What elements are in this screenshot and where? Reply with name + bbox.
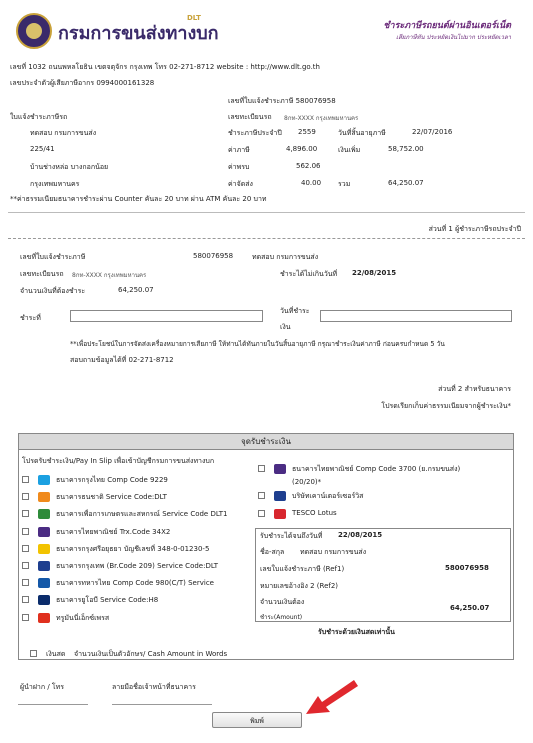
fee-note: **ค่าธรรมเนียมธนาคารชำระผ่าน Counter คันละ 20 บาท ผ่าน ATM คันละ 20 บาท xyxy=(10,195,267,203)
invoice-number-label: เลขที่ใบแจ้งชำระภาษี xyxy=(228,97,294,105)
left-bank-checkbox[interactable] xyxy=(22,579,29,586)
right-bank-checkbox[interactable] xyxy=(258,465,265,472)
tax-year-label: ชำระภาษีประจำปี xyxy=(228,129,282,137)
invoice-number-row xyxy=(228,96,336,107)
org-address: เลขที่ 1032 ถนนพหลโยธิน เขตจตุจักร กรุงเทพ โทร 02-271-8712 website : http://www.dlt.go.th xyxy=(10,63,320,71)
tax-amount: 4,896.00 xyxy=(286,145,318,153)
paybox-due-label: รับชำระได้จนถึงวันที่ xyxy=(260,532,323,540)
left-bank-label: ธนาคารกรุงไทย Comp Code 9229 xyxy=(56,476,168,484)
left-bank-checkbox[interactable] xyxy=(22,528,29,535)
paybox-cash-only: รับชำระด้วยเงินสดเท่านั้น xyxy=(318,628,395,636)
paybox-ref1-value: 580076958 xyxy=(445,564,489,572)
cut-line xyxy=(8,238,525,239)
dlt-logo-icon xyxy=(16,13,52,49)
left-bank-label: ธนาคารเพื่อการเกษตรและสหกรณ์ Service Code DLT1 xyxy=(56,510,228,519)
address-line3: กรุงเทพมหานคร xyxy=(30,180,80,188)
address-line2: บ้านช่างหล่อ บางกอกน้อย xyxy=(30,163,109,171)
payment-points-header: จุดรับชำระเงิน xyxy=(19,434,513,450)
part2-title: ส่วนที่ 2 สำหรับธนาคาร xyxy=(438,385,511,393)
part1-due-label: ชำระได้ไม่เกินวันที่ xyxy=(280,270,338,278)
part1-invoice-number: 580076958 xyxy=(193,252,234,260)
total-label: รวม xyxy=(338,180,351,188)
part1-date-label: วันที่ชำระเงิน xyxy=(280,307,310,331)
payer-name: ทดสอบ กรมการขนส่ง xyxy=(30,129,97,137)
right-bank-checkbox[interactable] xyxy=(258,492,265,499)
bank-logo-icon xyxy=(38,613,50,623)
part1-reg-value: 8กท-XXXX กรุงเทพมหานคร xyxy=(72,272,147,279)
left-bank-label: ธนาคารกรุงศรีอยุธยา บัญชีเลขที่ 348-0-01230-5 xyxy=(56,544,210,553)
bank-logo-icon xyxy=(38,527,50,537)
part1-reg-label: เลขทะเบียนรถ xyxy=(20,270,64,278)
paybox-ref2-label: หมายเลขอ้างอิง 2 (Ref2) xyxy=(260,582,339,590)
part1-title: ส่วนที่ 1 ผู้ชำระภาษีรถประจำปี xyxy=(428,225,521,233)
expiry-label: วันที่สิ้นอายุภาษี xyxy=(338,129,386,137)
bank-logo-icon xyxy=(38,475,50,485)
reg-value: 8กท-XXXX กรุงเทพมหานคร xyxy=(284,115,359,122)
header-right-subtitle: เสียภาษีทัน ประหยัดเงินไปมาก ประหยัดเวลา xyxy=(396,34,511,41)
tax-year: 2559 xyxy=(298,128,316,136)
org-tax-id: เลขประจำตัวผู้เสียภาษีอากร 0994000161328 xyxy=(10,79,155,87)
delivery-amount: 40.00 xyxy=(301,179,322,187)
delivery-label: ค่าจัดส่ง xyxy=(228,180,253,188)
part1-note-line1: **เพื่อประโยชน์ในการจัดส่งเครื่องหมายการเสียภาษี ให้ท่านได้ทันภายในวันสิ้นอายุภาษี กรุณาชำระเงินค่าภาษี ก่อนครบกำหนด 5 วัน xyxy=(70,340,445,348)
total-amount: 64,250.07 xyxy=(388,179,424,187)
paybox-ref1-label: เลขใบแจ้งชำระภาษี (Ref1) xyxy=(260,565,345,573)
right-bank-label: บริษัทเคาน์เตอร์เซอร์วิส xyxy=(292,492,364,500)
paybox-amount-label1: จำนวนเงินต้อง xyxy=(260,598,305,606)
expiry-date: 22/07/2016 xyxy=(412,128,453,136)
bank-logo-icon xyxy=(274,509,286,519)
left-bank-checkbox[interactable] xyxy=(22,562,29,569)
part1-payer-name: ทดสอบ กรมการขนส่ง xyxy=(252,253,319,261)
paybox-name-value: ทดสอบ กรมการขนส่ง xyxy=(300,548,367,556)
payment-date-input[interactable] xyxy=(320,310,512,322)
surcharge-label: เงินเพิ่ม xyxy=(338,146,361,154)
address-line1: 225/41 xyxy=(30,145,55,153)
part1-amount-label: จำนวนเงินที่ต้องชำระ xyxy=(20,287,86,295)
left-bank-label: ทรูมันนี่เอ็กซ์เพรส xyxy=(56,613,110,622)
left-bank-label: ธนาคารยูโอบี Service Code:H8 xyxy=(56,596,159,605)
paybox-amount-value: 64,250.07 xyxy=(450,604,490,612)
paid-at-input[interactable] xyxy=(70,310,263,322)
invoice-number: 580076958 xyxy=(295,97,336,105)
right-bank-checkbox[interactable] xyxy=(258,510,265,517)
cash-label: เงินสด xyxy=(46,650,66,658)
bank-logo-icon xyxy=(274,491,286,501)
reg-label: เลขทะเบียนรถ xyxy=(228,113,272,121)
left-bank-checkbox[interactable] xyxy=(22,596,29,603)
payment-intro: โปรดรับชำระเงิน/Pay In Slip เพื่อเข้าบัญชีกรมการขนส่งทางบก xyxy=(22,457,215,465)
bank-logo-icon xyxy=(38,578,50,588)
left-bank-checkbox[interactable] xyxy=(22,545,29,552)
bank-logo-icon xyxy=(274,464,286,474)
part1-due-date: 22/08/2015 xyxy=(352,269,397,277)
part1-note-line2: สอบถามข้อมูลได้ที่ 02-271-8712 xyxy=(70,356,174,364)
bank-logo-icon xyxy=(38,544,50,554)
left-bank-checkbox[interactable] xyxy=(22,476,29,483)
tax-label: ค่าภาษี xyxy=(228,146,250,154)
left-bank-label: ธนาคารธนชาติ Service Code:DLT xyxy=(56,493,167,502)
insurance-amount: 562.06 xyxy=(296,162,321,170)
part2-subtitle: โปรดเรียกเก็บค่าธรรมเนียมจากผู้ชำระเงิน* xyxy=(381,402,511,410)
cash-checkbox[interactable] xyxy=(30,650,37,657)
part1-paid-at-label: ชำระที่ xyxy=(20,314,41,322)
amount-in-words-label: จำนวนเงินเป็นตัวอักษร/ Cash Amount in Words xyxy=(74,650,228,658)
right-bank-label-cont: (20/20)* xyxy=(292,478,322,486)
right-bank-label: TESCO Lotus xyxy=(292,509,337,517)
print-button[interactable]: พิมพ์ xyxy=(212,712,302,728)
bank-logo-icon xyxy=(38,561,50,571)
left-bank-checkbox[interactable] xyxy=(22,510,29,517)
bank-logo-icon xyxy=(38,509,50,519)
depositor-sign-line xyxy=(18,704,88,705)
surcharge-amount: 58,752.00 xyxy=(388,145,424,153)
bank-logo-icon xyxy=(38,492,50,502)
paybox-amount-label2: ชำระ(Amount) xyxy=(260,614,303,621)
officer-label: ลายมือชื่อเจ้าหน้าที่ธนาคาร xyxy=(112,683,196,691)
divider xyxy=(8,212,525,213)
notice-label: ใบแจ้งชำระภาษีรถ xyxy=(10,113,68,121)
paybox-due-date: 22/08/2015 xyxy=(338,531,383,539)
left-bank-label: ธนาคารทหารไทย Comp Code 980(C/T) Service xyxy=(56,579,214,588)
org-abbr: DLT xyxy=(187,14,201,22)
left-bank-checkbox[interactable] xyxy=(22,614,29,621)
right-bank-label: ธนาคารไทยพาณิชย์ Comp Code 3700 (ย.กรมขนส่ง) xyxy=(292,465,461,473)
left-bank-label: ธนาคารกรุงเทพ (Br.Code 209) Service Code:DLT xyxy=(56,562,219,570)
part1-invoice-label: เลขที่ใบแจ้งชำระภาษี xyxy=(20,253,86,261)
org-name: กรมการขนส่งทางบก xyxy=(58,23,219,44)
header-right-title: ชำระภาษีรถยนต์ผ่านอินเตอร์เน็ต xyxy=(383,21,511,31)
left-bank-label: ธนาคารไทยพาณิชย์ Trx.Code 34X2 xyxy=(56,527,171,536)
paybox-name-label: ชื่อ-สกุล xyxy=(260,548,285,556)
insurance-label: ค่าพรบ xyxy=(228,163,250,171)
pointer-arrow-icon xyxy=(300,676,360,718)
part1-amount: 64,250.07 xyxy=(118,286,154,294)
left-bank-checkbox[interactable] xyxy=(22,493,29,500)
depositor-label: ผู้นำฝาก / โทร xyxy=(20,683,65,691)
bank-logo-icon xyxy=(38,595,50,605)
officer-sign-line xyxy=(112,704,212,705)
